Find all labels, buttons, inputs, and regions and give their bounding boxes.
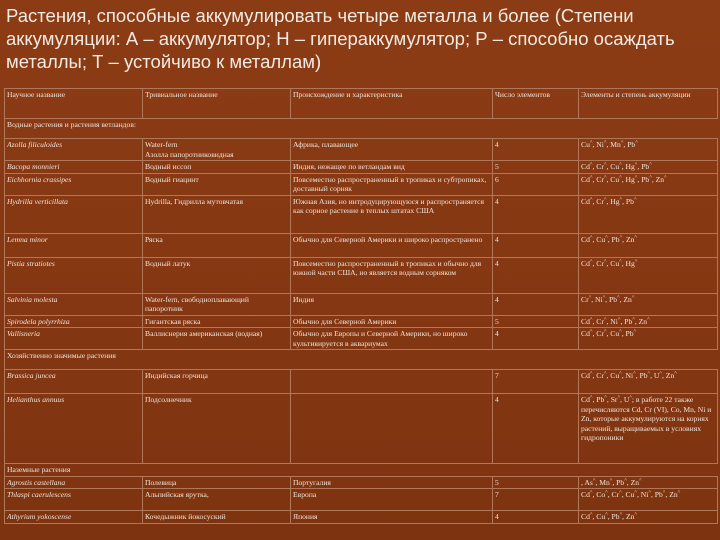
group-row-ground	[5, 464, 718, 477]
group-row-aquatic	[5, 119, 718, 139]
cell-common-name: Альпийская ярутка,	[143, 489, 291, 511]
cell-scientific-name: Bacopa monnieri	[5, 161, 143, 174]
cell-origin: Индия	[291, 293, 493, 315]
cell-scientific-name: Athyrium yokoscense	[5, 511, 143, 524]
cell-origin: Повсеместно распространенный в тропиках и обычно для южной части США, но является водным сорняком	[291, 257, 493, 293]
cell-elements: Cd^, Cr^, Ni^, Pb^, Zn^	[579, 315, 718, 328]
cell-scientific-name: Pistia stratiotes	[5, 257, 143, 293]
cell-element-count: 6	[493, 173, 579, 195]
cell-elements: Cd^, Cu^, Pb^, Zn^	[579, 511, 718, 524]
cell-elements: Cr^, Ni^, Pb^, Zn^	[579, 293, 718, 315]
metal-accumulator-table	[4, 88, 718, 524]
cell-element-count: 5	[493, 161, 579, 174]
table-row	[5, 370, 718, 394]
table-row	[5, 233, 718, 257]
cell-elements: Cd^, Cr^, Cu^, Hg^, Pb^, Zn^	[579, 173, 718, 195]
cell-common-name: Гигантская ряска	[143, 315, 291, 328]
cell-elements: Cd^, Pb^, Sr^, U^; в работе 22 также перечисляются Cd, Cr (VI), Co, Mn, Ni и Zn, которые аккумулируются на корнях растений, выращиваемых в условиях гидропоники	[579, 394, 718, 464]
table-row	[5, 394, 718, 464]
cell-element-count: 4	[493, 328, 579, 350]
cell-scientific-name: Salvinia molesta	[5, 293, 143, 315]
cell-common-name: Индийская горчица	[143, 370, 291, 394]
cell-origin: Южная Азия, но интродуцирующуюся и распространяется как сорное растение в теплых штатах США	[291, 195, 493, 233]
cell-origin: Повсеместно распространенный в тропиках и субтропиках, доставный сорняк	[291, 173, 493, 195]
table-row	[5, 511, 718, 524]
group-label-ground: Наземные растения	[5, 464, 143, 477]
cell-element-count: 4	[493, 394, 579, 464]
cell-elements: , As^, Mn^, Pb^, Zn^	[579, 476, 718, 489]
cell-common-name: Кочедыжник йокосуский	[143, 511, 291, 524]
cell-scientific-name: Brassica juncea	[5, 370, 143, 394]
cell-origin: Обычно для Европы и Северной Америки, но широко культивируется в аквариумах	[291, 328, 493, 350]
cell-element-count: 5	[493, 315, 579, 328]
header-scientific-name: Научное название	[5, 89, 143, 119]
cell-common-name: Подсолнечник	[143, 394, 291, 464]
table-row	[5, 489, 718, 511]
cell-element-count: 4	[493, 195, 579, 233]
cell-scientific-name: Thlaspi caerulescens	[5, 489, 143, 511]
slide-title: Растения, способные аккумулировать четыре металла и более (Степени аккумуляции: А – аккумулятор; Н – гипераккумулятор; Р – способно осаждать металлы; Т – устойчиво к металлам)	[6, 5, 675, 72]
cell-origin: Обычно для Северной Америки и широко распространено	[291, 233, 493, 257]
table-row	[5, 315, 718, 328]
header-elements: Элементы и степень аккумуляции	[579, 89, 718, 119]
cell-origin: Индия, нежащее по ветландам вид	[291, 161, 493, 174]
cell-common-name: Water-fern, свободноплавающий папоротник	[143, 293, 291, 315]
cell-elements: Cu^, Ni^, Mn^, Pb^	[579, 139, 718, 161]
cell-common-name: Hydrilla, Гидрилла мутовчатая	[143, 195, 291, 233]
cell-elements: Cd^, Cr^, Cu^, Pb^	[579, 328, 718, 350]
table-row	[5, 161, 718, 174]
table-row	[5, 257, 718, 293]
cell-common-name: Водный латук	[143, 257, 291, 293]
table-row	[5, 328, 718, 350]
table-row	[5, 476, 718, 489]
cell-elements: Cd^, Cr^, Hg^, Pb^	[579, 195, 718, 233]
cell-scientific-name: Agrostis castellana	[5, 476, 143, 489]
table-header-row	[5, 89, 718, 119]
cell-element-count: 4	[493, 511, 579, 524]
cell-origin	[291, 394, 493, 464]
cell-common-name: Ряска	[143, 233, 291, 257]
cell-scientific-name: Spirodela polyrrhiza	[5, 315, 143, 328]
cell-common-name: Валлиснерия американская (водная)	[143, 328, 291, 350]
cell-common-name: Водный иссоп	[143, 161, 291, 174]
cell-element-count: 4	[493, 257, 579, 293]
cell-element-count: 7	[493, 489, 579, 511]
cell-scientific-name: Lemna minor	[5, 233, 143, 257]
cell-elements: Cd^, Cr^, Cu^, Hg^, Pb^	[579, 161, 718, 174]
cell-common-name: Water-fern Азолла папоротниковидная	[143, 139, 291, 161]
cell-element-count: 4	[493, 139, 579, 161]
cell-origin: Европа	[291, 489, 493, 511]
header-common-name: Тривиальное название	[143, 89, 291, 119]
cell-scientific-name: Azolla filiculoides	[5, 139, 143, 161]
cell-common-name: Полевица	[143, 476, 291, 489]
cell-scientific-name: Hydrilla verticillata	[5, 195, 143, 233]
cell-scientific-name: Vallisneria	[5, 328, 143, 350]
cell-elements: Cd^, Cu^, Pb^, Zn^	[579, 233, 718, 257]
cell-element-count: 7	[493, 370, 579, 394]
cell-origin	[291, 370, 493, 394]
cell-element-count: 4	[493, 233, 579, 257]
cell-elements: Cd^, Co^, Cr^, Cu^, Ni^, Pb^, Zn^	[579, 489, 718, 511]
cell-origin: Португалия	[291, 476, 493, 489]
cell-origin: Япония	[291, 511, 493, 524]
group-row-agri	[5, 350, 718, 370]
cell-element-count: 4	[493, 293, 579, 315]
cell-common-name: Водный гиацинт	[143, 173, 291, 195]
cell-origin: Африка, плавающее	[291, 139, 493, 161]
table-row	[5, 173, 718, 195]
group-label-aquatic: Водные растения и растения ветландов:	[5, 119, 143, 139]
cell-scientific-name: Helianthus annuus	[5, 394, 143, 464]
header-origin: Происхождение и характеристика	[291, 89, 493, 119]
cell-elements: Cd^, Cr^, Cu^, Hg^	[579, 257, 718, 293]
cell-scientific-name: Eichhornia crassipes	[5, 173, 143, 195]
cell-origin: Обычно для Северной Америки	[291, 315, 493, 328]
table-row	[5, 195, 718, 233]
group-label-agri: Хозяйственно значимые растения	[5, 350, 291, 370]
table-row	[5, 293, 718, 315]
header-element-count: Число элементов	[493, 89, 579, 119]
cell-elements: Cd^, Cr^, Cu^, Ni^, Pb^, U^, Zn^	[579, 370, 718, 394]
table-row	[5, 139, 718, 161]
cell-element-count: 5	[493, 476, 579, 489]
